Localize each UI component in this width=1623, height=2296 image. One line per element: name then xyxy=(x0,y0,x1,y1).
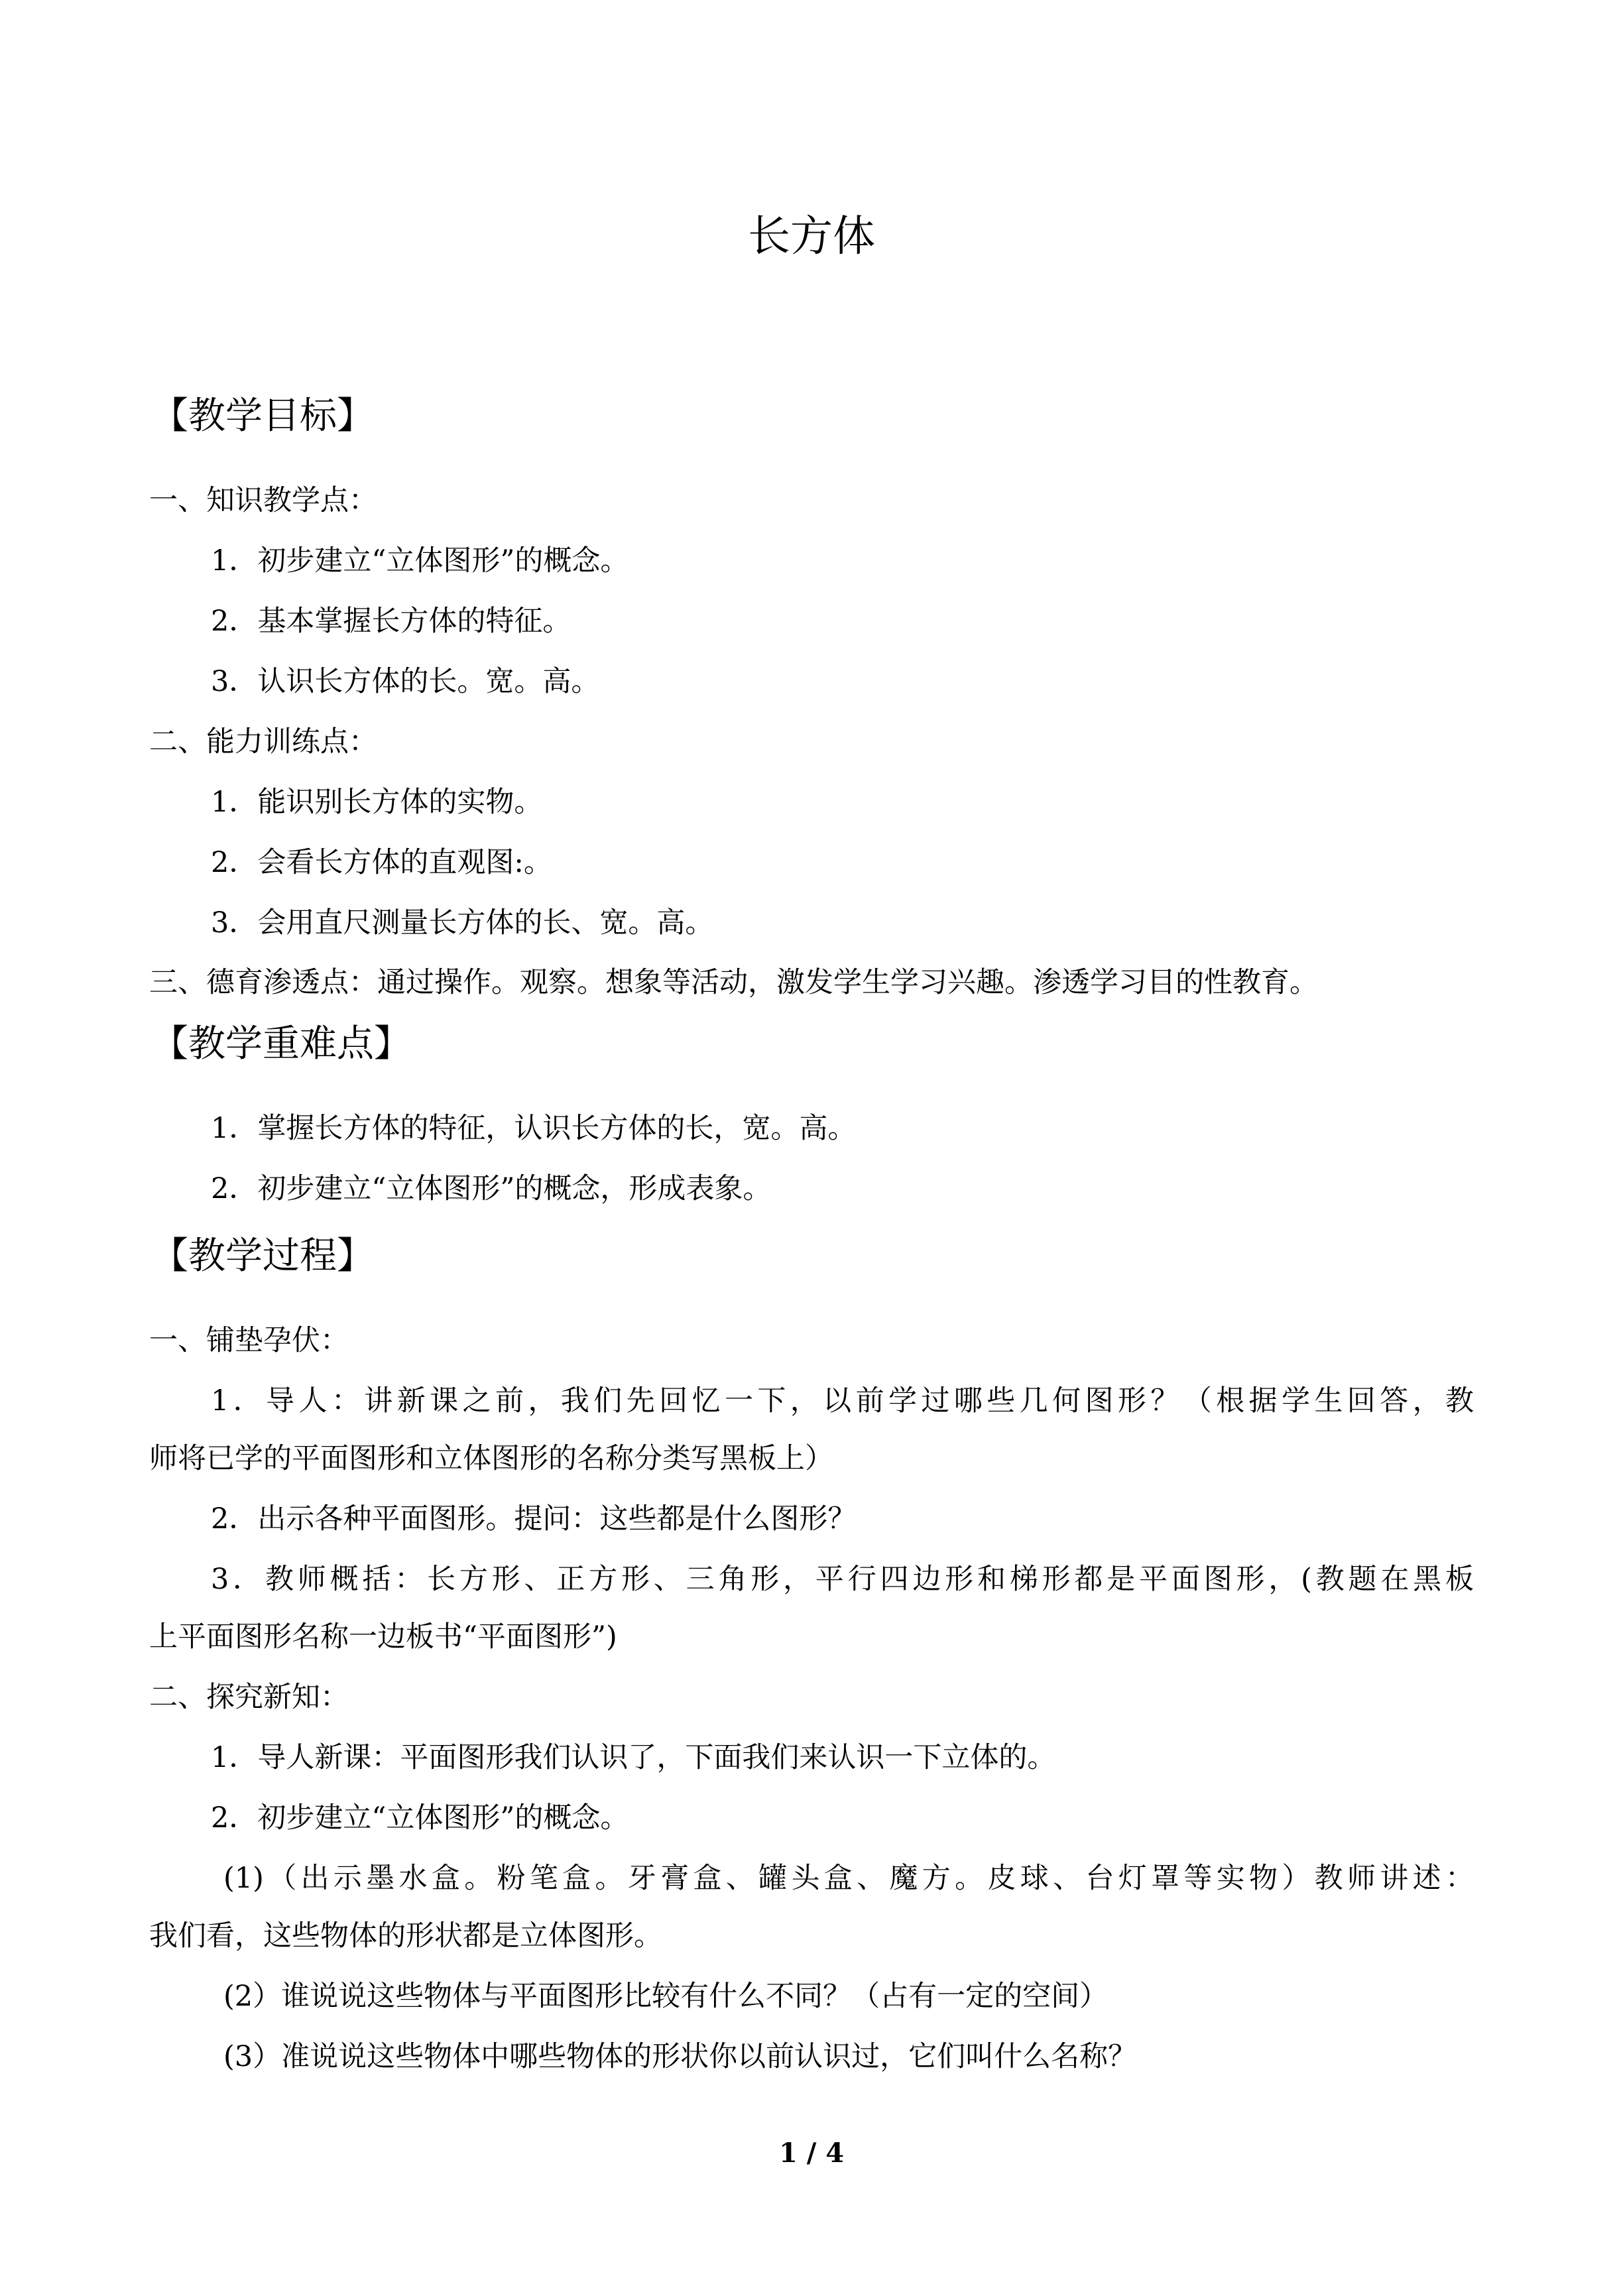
key-point-1: 1．掌握长方体的特征，认识长方体的长，宽。高。 xyxy=(211,1112,857,1145)
process-part1-item2: 2．出示各种平面图形。提问：这些都是什么图形？ xyxy=(211,1502,857,1536)
section-heading-key-points: 【教学重难点】 xyxy=(151,1022,411,1065)
process-part1-item3-line1: 3．教师概括：长方形、正方形、三角形，平行四边形和梯形都是平面图形，(教题在黑板 xyxy=(211,1563,1474,1596)
process-part2-sub1-line1: (1)（出示墨水盒。粉笔盒。牙膏盒、罐头盒、魔方。皮球、台灯罩等实物）教师讲述： xyxy=(223,1862,1474,1895)
process-part2-sub1-line2: 我们看，这些物体的形状都是立体图形。 xyxy=(149,1919,662,1953)
section-heading-goals: 【教学目标】 xyxy=(151,394,374,438)
process-part1-item1-line1: 1．导人：讲新课之前，我们先回忆一下，以前学过哪些几何图形？（根据学生回答，教 xyxy=(211,1384,1474,1418)
document-title: 长方体 xyxy=(748,212,875,261)
section-heading-process: 【教学过程】 xyxy=(151,1235,374,1278)
moral-point: 三、德育渗透点：通过操作。观察。想象等活动，激发学生学习兴趣。渗透学习目的性教育。 xyxy=(149,966,1318,999)
knowledge-item-3: 3．认识长方体的长。宽。高。 xyxy=(211,665,600,698)
ability-item-3: 3．会用直尺测量长方体的长、宽。高。 xyxy=(211,906,714,939)
process-part1-label: 一、铺垫孕伏： xyxy=(149,1324,349,1357)
process-part2-sub2: (2）谁说说这些物体与平面图形比较有什么不同？（占有一定的空间） xyxy=(223,1980,1109,2013)
ability-item-1: 1．能识别长方体的实物。 xyxy=(211,786,543,819)
ability-label: 二、能力训练点： xyxy=(149,725,377,758)
knowledge-label: 一、知识教学点： xyxy=(149,484,377,517)
process-part2-label: 二、探究新知： xyxy=(149,1681,349,1714)
process-part1-item1-line2: 师将已学的平面图形和立体图形的名称分类写黑板上） xyxy=(149,1442,833,1475)
process-part1-item3-line2: 上平面图形名称一边板书“平面图形”) xyxy=(149,1620,617,1654)
process-part2-item1: 1．导人新课：平面图形我们认识了，下面我们来认识一下立体的。 xyxy=(211,1741,1056,1774)
key-point-2: 2．初步建立“立体图形”的概念，形成表象。 xyxy=(211,1172,772,1205)
knowledge-item-2: 2．基本掌握长方体的特征。 xyxy=(211,605,571,638)
page-number: 1 / 4 xyxy=(778,2138,845,2169)
knowledge-item-1: 1．初步建立“立体图形”的概念。 xyxy=(211,544,629,577)
process-part2-item2: 2．初步建立“立体图形”的概念。 xyxy=(211,1801,629,1835)
ability-item-2: 2．会看长方体的直观图:。 xyxy=(211,846,552,879)
process-part2-sub3: (3）准说说这些物体中哪些物体的形状你以前认识过，它们叫什么名称？ xyxy=(223,2040,1137,2073)
